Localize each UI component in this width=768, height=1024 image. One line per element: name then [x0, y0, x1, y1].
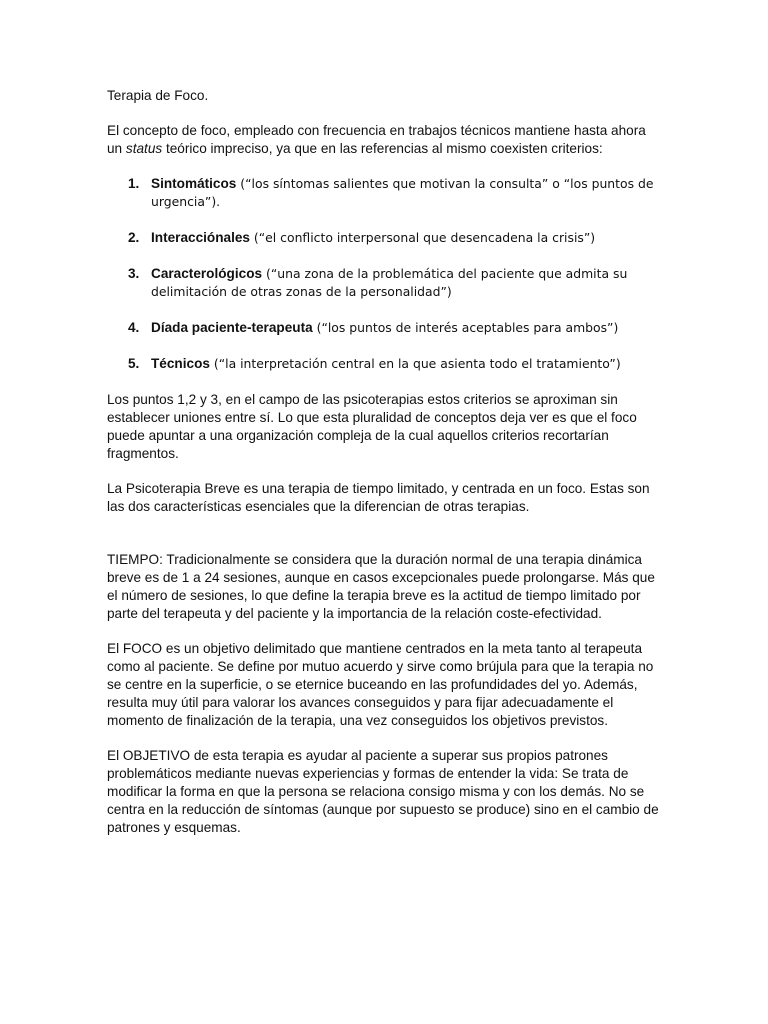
criteria-number: 1. [128, 176, 140, 191]
criteria-term: Sintomáticos [151, 176, 237, 191]
criteria-description: (“una zona de la problemática del paciente que admita su delimitación de otras zonas de la personalidad”) [151, 266, 628, 299]
criteria-item [107, 175, 659, 211]
intro-text-start: El concepto de foco, empleado con frecuencia en trabajos técnicos mantiene hasta ahora un [107, 123, 646, 156]
document-page [107, 87, 659, 854]
criteria-term: Caracterológicos [151, 266, 263, 281]
criteria-number: 3. [128, 266, 140, 281]
body-paragraph-foco: El FOCO es un objetivo delimitado que mantiene centrados en la meta tanto al terapeuta como al paciente. Se define por mutuo acuerdo y sirve como brújula para que la terapia no se centre en la superficie, o se eternice buceando en las profundidades del yo. Además, resulta muy útil para valorar los avances conseguidos y para fijar adecuadamente el momento de finalización de la terapia, una vez conseguidos los objetivos previstos. [107, 641, 654, 728]
body-paragraph-puntos: Los puntos 1,2 y 3, en el campo de las psicoterapias estos criterios se aproximan sin establecer uniones entre sí. Lo que esta pluralidad de conceptos deja ver es que el foco puede apuntar a una organización compleja de la cual aquellos criterios recortarían fragmentos. [107, 392, 637, 461]
criteria-item [107, 319, 659, 337]
criteria-description: (“los puntos de interés aceptables para ambos”) [312, 320, 619, 335]
intro-paragraph [107, 122, 659, 158]
criteria-description: (“el conflicto interpersonal que desencadena la crisis”) [249, 230, 596, 245]
criteria-list [107, 175, 659, 373]
criteria-item [107, 265, 659, 301]
criteria-item [107, 229, 659, 247]
document-title: Terapia de Foco. [107, 88, 209, 103]
intro-text-end: teórico impreciso, ya que en las referencias al mismo coexisten criterios: [162, 141, 603, 156]
criteria-number: 4. [128, 320, 140, 335]
criteria-item [107, 355, 659, 373]
body-paragraph-objetivo: El OBJETIVO de esta terapia es ayudar al paciente a superar sus propios patrones problemáticos mediante nuevas experiencias y formas de entender la vida: Se trata de modificar la forma en que la persona se relaciona consigo misma y con los demás. No se centra en la reducción de síntomas (aunque por supuesto se produce) sino en el cambio de patrones y esquemas. [107, 748, 659, 835]
criteria-term: Técnicos [151, 356, 210, 371]
criteria-number: 2. [128, 230, 140, 245]
criteria-number: 5. [128, 356, 140, 371]
body-paragraph-tiempo: TIEMPO: Tradicionalmente se considera que la duración normal de una terapia dinámica breve es de 1 a 24 sesiones, aunque en casos excepcionales puede prolongarse. Más que el número de sesiones, lo que define la terapia breve es la actitud de tiempo limitado por parte del terapeuta y del paciente y la importancia de la relación coste-efectividad. [107, 552, 655, 621]
criteria-term: Interacciónales [151, 230, 250, 245]
criteria-description: (“los síntomas salientes que motivan la consulta” o “los puntos de urgencia”). [151, 176, 654, 209]
criteria-term: Díada paciente-terapeuta [151, 320, 313, 335]
intro-italic-term: status [125, 141, 163, 156]
body-paragraph-psicoterapia-breve: La Psicoterapia Breve es una terapia de tiempo limitado, y centrada en un foco. Estas son las dos características esenciales que la diferencian de otras terapias. [107, 481, 650, 514]
criteria-description: (“la interpretación central en la que asienta todo el tratamiento”) [209, 356, 621, 371]
